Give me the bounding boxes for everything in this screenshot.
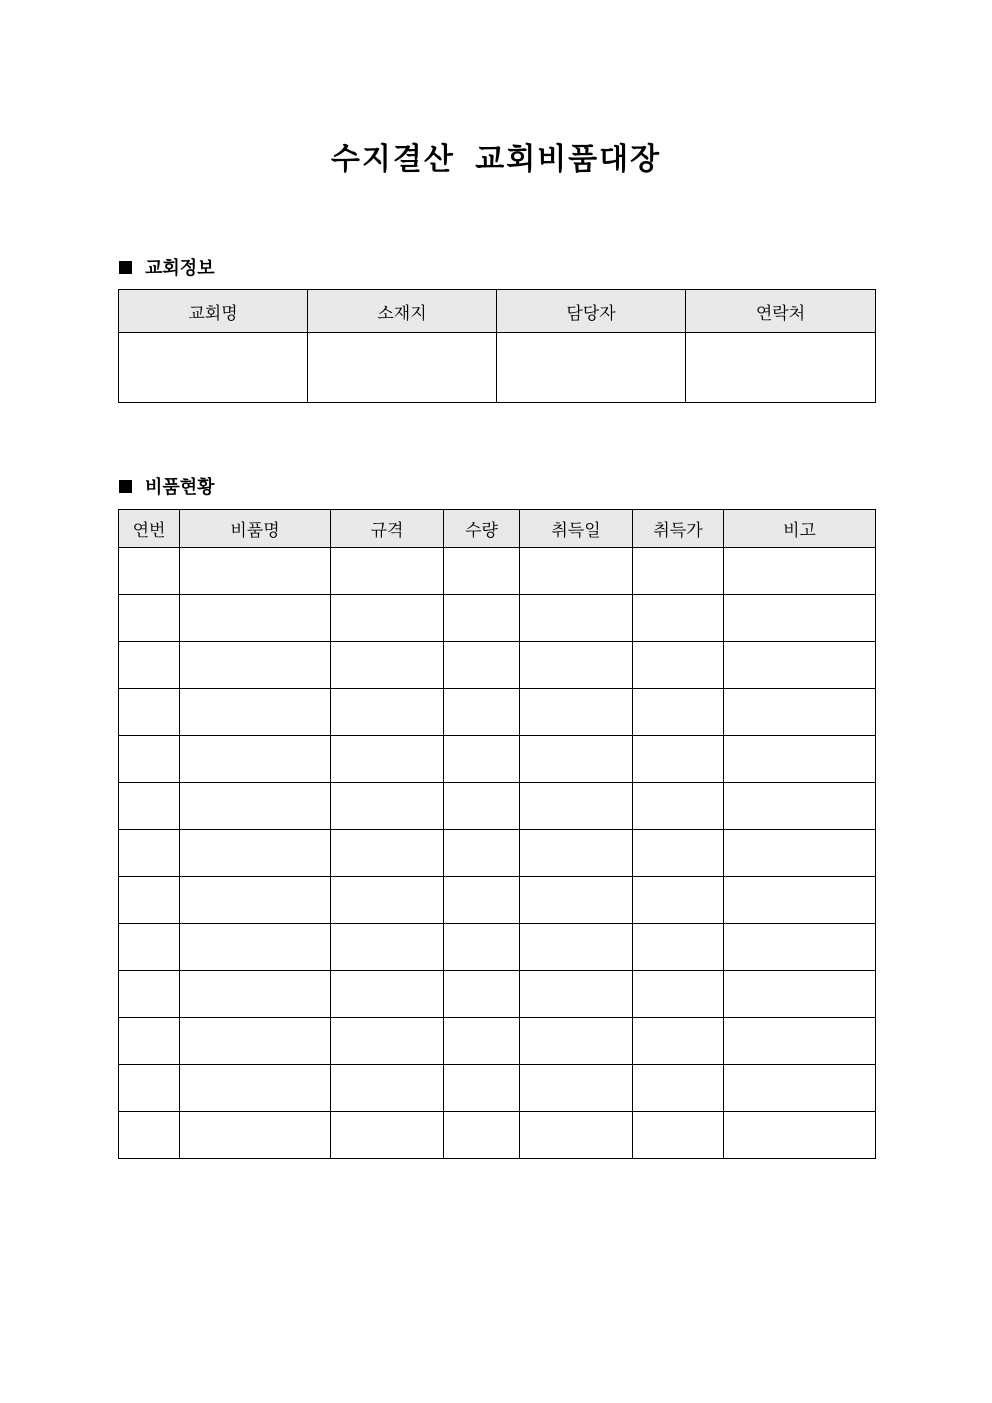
remarks-cell[interactable] bbox=[724, 783, 876, 830]
spec-cell[interactable] bbox=[331, 877, 444, 924]
item-name-cell[interactable] bbox=[180, 1065, 331, 1112]
column-header-acquired-date: 취득일 bbox=[520, 510, 633, 548]
acquired-date-cell[interactable] bbox=[520, 924, 633, 971]
section-heading-inventory bbox=[119, 473, 215, 499]
item-name-cell[interactable] bbox=[180, 548, 331, 595]
acquired-price-cell[interactable] bbox=[633, 548, 724, 595]
spec-cell[interactable] bbox=[331, 736, 444, 783]
table-row bbox=[119, 642, 876, 689]
remarks-cell[interactable] bbox=[724, 830, 876, 877]
acquired-date-cell[interactable] bbox=[520, 877, 633, 924]
column-header-item-name: 비품명 bbox=[180, 510, 331, 548]
remarks-cell[interactable] bbox=[724, 924, 876, 971]
acquired-date-cell[interactable] bbox=[520, 1065, 633, 1112]
table-header-row bbox=[119, 510, 876, 548]
remarks-cell[interactable] bbox=[724, 1018, 876, 1065]
section-heading-church-info bbox=[119, 254, 215, 280]
quantity-cell[interactable] bbox=[444, 971, 520, 1018]
acquired-price-cell[interactable] bbox=[633, 783, 724, 830]
remarks-cell[interactable] bbox=[724, 595, 876, 642]
acquired-date-cell[interactable] bbox=[520, 595, 633, 642]
acquired-date-cell[interactable] bbox=[520, 783, 633, 830]
acquired-date-cell[interactable] bbox=[520, 548, 633, 595]
serial-cell[interactable] bbox=[119, 971, 180, 1018]
item-name-cell[interactable] bbox=[180, 595, 331, 642]
acquired-price-cell[interactable] bbox=[633, 877, 724, 924]
remarks-cell[interactable] bbox=[724, 1112, 876, 1159]
table-row bbox=[119, 1065, 876, 1112]
quantity-cell[interactable] bbox=[444, 830, 520, 877]
section-heading-label: 교회정보 bbox=[145, 258, 215, 279]
serial-cell[interactable] bbox=[119, 548, 180, 595]
quantity-cell[interactable] bbox=[444, 642, 520, 689]
serial-cell[interactable] bbox=[119, 1018, 180, 1065]
acquired-date-cell[interactable] bbox=[520, 689, 633, 736]
acquired-price-cell[interactable] bbox=[633, 642, 724, 689]
quantity-cell[interactable] bbox=[444, 689, 520, 736]
square-bullet-icon bbox=[119, 480, 132, 493]
acquired-price-cell[interactable] bbox=[633, 924, 724, 971]
column-header-serial: 연번 bbox=[119, 510, 180, 548]
serial-cell[interactable] bbox=[119, 830, 180, 877]
acquired-price-cell[interactable] bbox=[633, 595, 724, 642]
item-name-cell[interactable] bbox=[180, 689, 331, 736]
spec-cell[interactable] bbox=[331, 971, 444, 1018]
square-bullet-icon bbox=[119, 261, 132, 274]
quantity-cell[interactable] bbox=[444, 1112, 520, 1159]
quantity-cell[interactable] bbox=[444, 783, 520, 830]
serial-cell[interactable] bbox=[119, 736, 180, 783]
quantity-cell[interactable] bbox=[444, 924, 520, 971]
table-row bbox=[119, 877, 876, 924]
acquired-date-cell[interactable] bbox=[520, 642, 633, 689]
table-row bbox=[119, 548, 876, 595]
column-header-church-name: 교회명 bbox=[119, 290, 308, 333]
spec-cell[interactable] bbox=[331, 642, 444, 689]
inventory-table bbox=[118, 509, 876, 1159]
remarks-cell[interactable] bbox=[724, 642, 876, 689]
serial-cell[interactable] bbox=[119, 1065, 180, 1112]
item-name-cell[interactable] bbox=[180, 877, 331, 924]
table-row bbox=[119, 1018, 876, 1065]
column-header-manager: 담당자 bbox=[497, 290, 686, 333]
location-cell[interactable] bbox=[308, 333, 497, 403]
acquired-date-cell[interactable] bbox=[520, 1018, 633, 1065]
spec-cell[interactable] bbox=[331, 1018, 444, 1065]
column-header-contact: 연락처 bbox=[686, 290, 876, 333]
serial-cell[interactable] bbox=[119, 642, 180, 689]
spec-cell[interactable] bbox=[331, 924, 444, 971]
item-name-cell[interactable] bbox=[180, 1112, 331, 1159]
acquired-date-cell[interactable] bbox=[520, 1112, 633, 1159]
serial-cell[interactable] bbox=[119, 689, 180, 736]
column-header-location: 소재지 bbox=[308, 290, 497, 333]
acquired-date-cell[interactable] bbox=[520, 736, 633, 783]
table-row bbox=[119, 830, 876, 877]
column-header-quantity: 수량 bbox=[444, 510, 520, 548]
serial-cell[interactable] bbox=[119, 877, 180, 924]
serial-cell[interactable] bbox=[119, 924, 180, 971]
quantity-cell[interactable] bbox=[444, 877, 520, 924]
quantity-cell[interactable] bbox=[444, 548, 520, 595]
quantity-cell[interactable] bbox=[444, 1065, 520, 1112]
quantity-cell[interactable] bbox=[444, 595, 520, 642]
acquired-date-cell[interactable] bbox=[520, 971, 633, 1018]
item-name-cell[interactable] bbox=[180, 1018, 331, 1065]
spec-cell[interactable] bbox=[331, 1065, 444, 1112]
column-header-acquired-price: 취득가 bbox=[633, 510, 724, 548]
item-name-cell[interactable] bbox=[180, 736, 331, 783]
spec-cell[interactable] bbox=[331, 1112, 444, 1159]
church-name-cell[interactable] bbox=[119, 333, 308, 403]
acquired-price-cell[interactable] bbox=[633, 1018, 724, 1065]
acquired-price-cell[interactable] bbox=[633, 1065, 724, 1112]
item-name-cell[interactable] bbox=[180, 642, 331, 689]
serial-cell[interactable] bbox=[119, 783, 180, 830]
table-row bbox=[119, 1112, 876, 1159]
table-row bbox=[119, 595, 876, 642]
remarks-cell[interactable] bbox=[724, 736, 876, 783]
church-info-table bbox=[118, 289, 876, 403]
item-name-cell[interactable] bbox=[180, 830, 331, 877]
spec-cell[interactable] bbox=[331, 595, 444, 642]
contact-cell[interactable] bbox=[686, 333, 876, 403]
acquired-price-cell[interactable] bbox=[633, 689, 724, 736]
manager-cell[interactable] bbox=[497, 333, 686, 403]
table-row bbox=[119, 783, 876, 830]
remarks-cell[interactable] bbox=[724, 877, 876, 924]
remarks-cell[interactable] bbox=[724, 971, 876, 1018]
spec-cell[interactable] bbox=[331, 830, 444, 877]
table-row bbox=[119, 924, 876, 971]
serial-cell[interactable] bbox=[119, 1112, 180, 1159]
column-header-remarks: 비고 bbox=[724, 510, 876, 548]
document-title: 수지결산 교회비품대장 bbox=[330, 142, 662, 177]
quantity-cell[interactable] bbox=[444, 736, 520, 783]
acquired-price-cell[interactable] bbox=[633, 830, 724, 877]
table-row bbox=[119, 333, 876, 403]
acquired-date-cell[interactable] bbox=[520, 830, 633, 877]
table-row bbox=[119, 971, 876, 1018]
spec-cell[interactable] bbox=[331, 783, 444, 830]
item-name-cell[interactable] bbox=[180, 971, 331, 1018]
quantity-cell[interactable] bbox=[444, 1018, 520, 1065]
spec-cell[interactable] bbox=[331, 689, 444, 736]
item-name-cell[interactable] bbox=[180, 783, 331, 830]
spec-cell[interactable] bbox=[331, 548, 444, 595]
remarks-cell[interactable] bbox=[724, 1065, 876, 1112]
item-name-cell[interactable] bbox=[180, 924, 331, 971]
acquired-price-cell[interactable] bbox=[633, 971, 724, 1018]
acquired-price-cell[interactable] bbox=[633, 1112, 724, 1159]
section-heading-label: 비품현황 bbox=[145, 477, 215, 498]
table-row bbox=[119, 689, 876, 736]
column-header-spec: 규격 bbox=[331, 510, 444, 548]
acquired-price-cell[interactable] bbox=[633, 736, 724, 783]
remarks-cell[interactable] bbox=[724, 548, 876, 595]
serial-cell[interactable] bbox=[119, 595, 180, 642]
table-row bbox=[119, 736, 876, 783]
remarks-cell[interactable] bbox=[724, 689, 876, 736]
table-header-row bbox=[119, 290, 876, 333]
